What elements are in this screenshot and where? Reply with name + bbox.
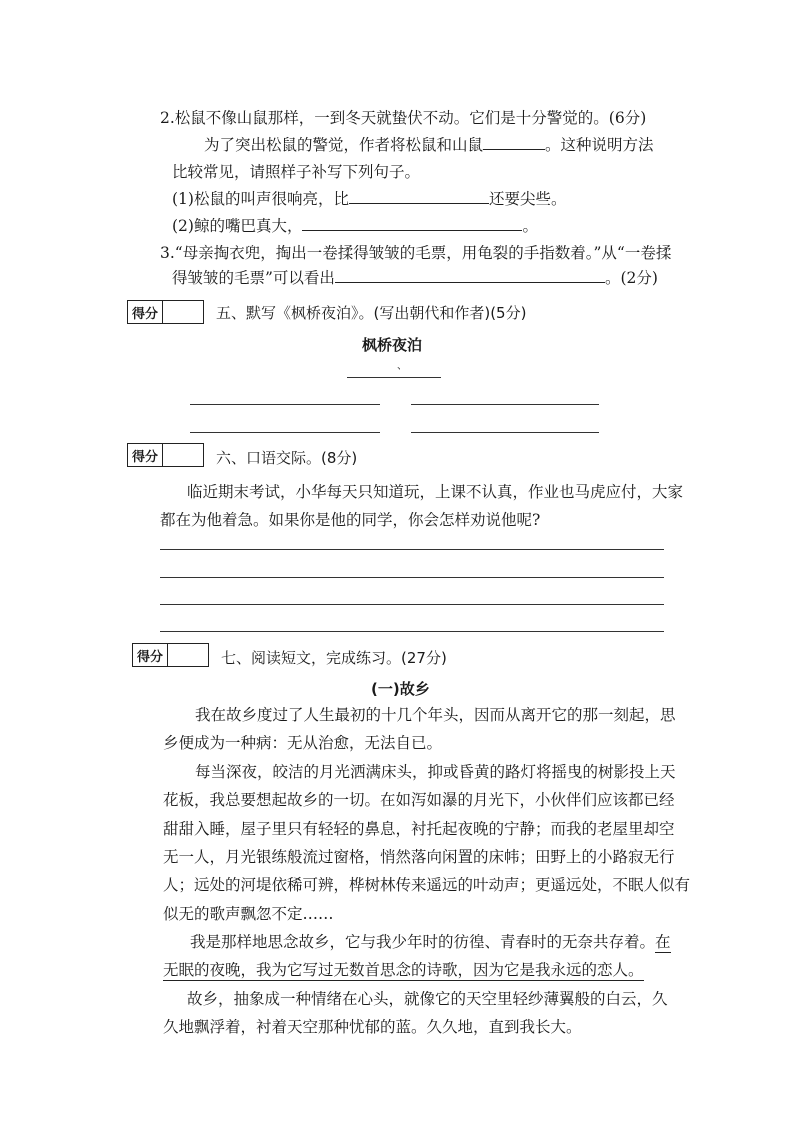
poem-title: 枫桥夜泊: [362, 336, 423, 354]
score-field[interactable]: [168, 644, 208, 666]
score-field[interactable]: [163, 301, 203, 323]
passage-p2-line1: 每当深夜，皎洁的月光洒满床头，抑或昏黄的路灯将摇曳的树影投上天: [195, 763, 676, 781]
passage-p2-line6: 似无的歌声飘忽不定……: [163, 905, 334, 923]
score-box-sec6: [127, 443, 204, 467]
q3-line2-text-b: 。(2分): [604, 269, 658, 287]
q2-sub1: [172, 187, 566, 209]
sec6-title: 六、口语交际。(8分): [216, 449, 358, 467]
answer-line-3[interactable]: [160, 604, 664, 605]
passage-p2-line2: 花板，我总要想起故乡的一切。在如泻如瀑的月光下，小伙伴们应该都已经: [163, 791, 675, 809]
poem-line-3[interactable]: [190, 432, 380, 433]
q3-line1: 3.“母亲掏衣兜，掏出一卷揉得皱皱的毛票，用龟裂的手指数着。”从“一卷揉: [160, 244, 672, 262]
sec6-para-line1: 临近期末考试，小华每天只知道玩，上课不认真，作业也马虎应付，大家: [187, 483, 684, 501]
score-field[interactable]: [163, 444, 203, 466]
q2-line2-text-a: 为了突出松鼠的警觉，作者将松鼠和山鼠: [204, 136, 484, 154]
score-box-sec7: [132, 643, 209, 667]
answer-line-1[interactable]: [160, 549, 664, 550]
answer-line-4[interactable]: [160, 631, 664, 632]
passage-p2-line5: 人；远处的河堤依稀可辨，桦树林传来遥远的叶动声；更遥远处，不眠人似有: [163, 876, 691, 894]
passage-title: (一)故乡: [371, 680, 430, 698]
q2-sub1-text-b: 还要尖些。: [488, 190, 567, 208]
q3-line2: [172, 266, 658, 288]
passage-p1-line1: 我在故乡度过了人生最初的十几个年头，因而从离开它的那一刻起，思: [195, 706, 676, 724]
passage-p4-line2: 久地飘浮着，衬着天空那种忧郁的蓝。久久地，直到我长大。: [163, 1018, 582, 1036]
q2-sub1-text-a: (1)松鼠的叫声很响亮，比: [172, 190, 349, 208]
passage-p3-text: 我是那样地思念故乡，它与我少年时的彷徨、青春时的无奈共存着。: [190, 933, 656, 951]
passage-p2-line3: 甜甜入睡，屋子里只有轻轻的鼻息，衬托起夜晚的宁静；而我的老屋里却空: [163, 820, 675, 838]
q2-sub2-text-a: (2)鲸的嘴巴真大，: [172, 217, 303, 235]
sec5-title: 五、默写《枫桥夜泊》。(写出朝代和作者)(5分): [216, 304, 527, 322]
poem-line-2[interactable]: [411, 404, 599, 405]
q2-sub1-blank[interactable]: [349, 188, 489, 205]
q2-line3: 比较常见，请照样子补写下列句子。: [172, 163, 421, 181]
passage-p4-line1: 故乡，抽象成一种情绪在心头，就像它的天空里轻纱薄翼般的白云，久: [187, 990, 668, 1008]
score-box-sec5: [127, 300, 204, 324]
q2-line2-text-b: 。这种说明方法: [545, 136, 654, 154]
passage-p3-line2: [163, 958, 644, 980]
underlined-sentence-start: 在: [655, 933, 671, 951]
answer-line-2[interactable]: [160, 577, 664, 578]
q2-sub2-blank[interactable]: [302, 215, 522, 232]
passage-p1-line2: 乡便成为一种病：无从治愈，无法自已。: [163, 734, 443, 752]
score-label: 得分: [128, 301, 163, 323]
poem-author-line[interactable]: [347, 377, 441, 378]
score-label: 得分: [133, 644, 168, 666]
q2-sub2-text-b: 。: [522, 217, 538, 235]
q2-sub2: [172, 214, 538, 236]
passage-p2-line4: 无一人，月光银练般流过窗格，悄然落向闲置的床帏；田野上的小路寂无行: [163, 848, 675, 866]
underlined-sentence: 无眠的夜晚，我为它写过无数首思念的诗歌，因为它是我永远的恋人。: [163, 961, 644, 979]
q3-line2-text-a: 得皱皱的毛票”可以看出: [172, 269, 335, 287]
sec6-para-line2: 都在为他着急。如果你是他的同学，你会怎样劝说他呢?: [160, 511, 541, 529]
poem-line-1[interactable]: [190, 404, 380, 405]
sec7-title: 七、阅读短文，完成练习。(27分): [221, 649, 447, 667]
q3-answer-blank[interactable]: [335, 267, 605, 284]
q2-line1: 2.松鼠不像山鼠那样，一到冬天就蛰伏不动。它们是十分警觉的。(6分): [160, 109, 647, 127]
score-label: 得分: [128, 444, 163, 466]
poem-line-4[interactable]: [411, 432, 599, 433]
q2-answer-blank[interactable]: [483, 134, 545, 151]
poem-dot: 、: [397, 361, 407, 372]
passage-p3-line1: [190, 930, 671, 952]
q2-line2: [204, 133, 654, 155]
